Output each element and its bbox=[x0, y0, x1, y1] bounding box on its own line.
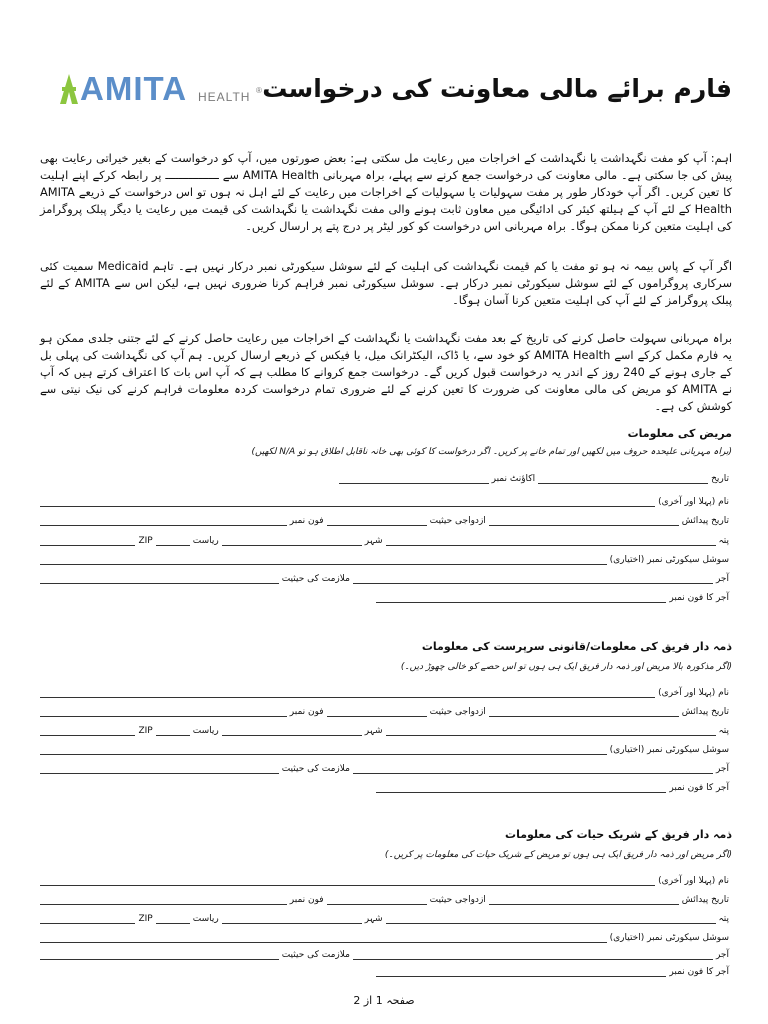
marital-status-label: ازدواجی حیثیت bbox=[429, 707, 486, 717]
row-ssn bbox=[40, 551, 732, 565]
row-name bbox=[40, 872, 732, 886]
marital-status-field[interactable] bbox=[327, 515, 427, 526]
city-label: شہر bbox=[364, 914, 383, 924]
employer-phone-field[interactable] bbox=[376, 782, 666, 793]
phone-label: فون نمبر bbox=[289, 707, 324, 717]
section-note-patient: (براہ مہربانی علیحدہ حروف میں لکھیں اور تمام خانے پر کریں۔ اگر درخواست کا کوئی بھی خانہ ناقابل اطلاق ہو تو N/A لکھیں) bbox=[251, 447, 732, 457]
state-label: ریاست bbox=[192, 914, 219, 924]
phone-label: فون نمبر bbox=[289, 516, 324, 526]
city-label: شہر bbox=[364, 726, 383, 736]
employment-status-field[interactable] bbox=[40, 573, 279, 584]
section-title-responsible-party: ذمہ دار فریق کی معلومات/قانونی سرپرست کی معلومات bbox=[421, 640, 732, 653]
ssn-field[interactable] bbox=[40, 744, 607, 755]
address-label: پتہ bbox=[718, 726, 729, 736]
row-dob-marital-phone bbox=[40, 512, 732, 526]
row-address bbox=[40, 910, 732, 924]
row-address bbox=[40, 722, 732, 736]
logo-subtext: HEALTH bbox=[198, 90, 251, 104]
row-date-account bbox=[40, 470, 732, 484]
employer-field[interactable] bbox=[353, 949, 713, 960]
row-employer-phone bbox=[40, 589, 732, 603]
ssn-label: سوشل سیکورٹی نمبر (اختیاری) bbox=[609, 555, 729, 565]
employment-status-label: ملازمت کی حیثیت bbox=[281, 764, 350, 774]
row-employer bbox=[40, 946, 732, 960]
city-label: شہر bbox=[364, 536, 383, 546]
logo-wordmark: AMITA bbox=[80, 70, 188, 107]
employer-field[interactable] bbox=[353, 763, 713, 774]
employer-phone-label: آجر کا فون نمبر bbox=[669, 783, 729, 793]
employer-label: آجر bbox=[715, 574, 729, 584]
row-ssn bbox=[40, 929, 732, 943]
dob-field[interactable] bbox=[489, 706, 679, 717]
section-note-spouse: (اگر مریض اور ذمہ دار فریق ایک ہی ہوں تو مریض کے شریک حیات کی معلومات پر کریں۔) bbox=[384, 850, 732, 860]
section-title-spouse: ذمہ دار فریق کے شریک حیات کی معلومات bbox=[505, 828, 732, 841]
employer-phone-label: آجر کا فون نمبر bbox=[669, 967, 729, 977]
dob-label: تاریخ پیدائش bbox=[681, 516, 729, 526]
state-field[interactable] bbox=[156, 913, 190, 924]
intro-paragraph-1: اہم: آپ کو مفت نگہداشت یا نگہداشت کے اخراجات میں رعایت مل سکتی ہے: بعض صورتوں میں، آپ کو درخواست کے بغیر خیراتی رعایت بھی پیش کی جا سکتی ہے۔ مالی معاونت کی درخواست جمع کرنے سے پہلے، براہ مہربانی AMITA Health سے ــــــــــــــــ پر رابطہ کرکے اپنے اہلیت کا تعین کریں۔ اگر آپ خودکار طور پر مفت سہولیات یا سہولیات کے اخراجات میں رعایت کے لئے اہل نہ ہوں تو اس درخواست کے ذریعے AMITA Health کے لئے آپ کے ہیلتھ کیئر کی ادائیگی میں معاون ثابت ہونے والی مفت نگہداشت یا نگہداشت کی قیمت میں رعایت یا دیگر پبلک پروگرامز کی اہلیت متعین کرنا ممکن ہوگا۔ براہ مہربانی اس درخواست کو کور لیٹر پر درج پتے پر ارسال کریں۔ bbox=[40, 151, 733, 233]
ssn-label: سوشل سیکورٹی نمبر (اختیاری) bbox=[609, 933, 729, 943]
marital-status-field[interactable] bbox=[327, 894, 427, 905]
city-field[interactable] bbox=[222, 725, 362, 736]
row-name bbox=[40, 684, 732, 698]
state-field[interactable] bbox=[156, 725, 190, 736]
name-field[interactable] bbox=[40, 687, 655, 698]
address-field[interactable] bbox=[386, 913, 716, 924]
row-employer-phone bbox=[40, 963, 732, 977]
address-label: پتہ bbox=[718, 914, 729, 924]
marital-status-label: ازدواجی حیثیت bbox=[429, 895, 486, 905]
page-number: صفحہ 1 از 2 bbox=[353, 994, 415, 1007]
employment-status-label: ملازمت کی حیثیت bbox=[281, 574, 350, 584]
row-employer-phone bbox=[40, 779, 732, 793]
logo-mark-icon bbox=[60, 74, 78, 104]
employer-phone-field[interactable] bbox=[376, 592, 666, 603]
employer-phone-field[interactable] bbox=[376, 966, 666, 977]
address-field[interactable] bbox=[386, 725, 716, 736]
intro-paragraph-2: اگر آپ کے پاس بیمہ نہ ہو تو مفت یا کم قیمت نگہداشت کی اہلیت کے لئے سوشل سیکورٹی نمبر درکار نہیں ہے۔ تاہم Medicaid سمیت کئی سرکاری پروگراموں کے لئے سوشل سیکورٹی نمبر درکار ہے۔ سوشل سیکورٹی نمبر فراہم کرنا ضروری نہیں ہے، لیکن اس سے AMITA کے لئے پبلک پروگرامز کے لئے آپ کی اہلیت متعین کرنا آسان ہوگا۔ bbox=[40, 259, 733, 307]
dob-label: تاریخ پیدائش bbox=[681, 895, 729, 905]
dob-field[interactable] bbox=[489, 894, 679, 905]
row-name bbox=[40, 493, 732, 507]
amita-health-logo bbox=[60, 70, 270, 110]
employer-field[interactable] bbox=[353, 573, 713, 584]
zip-field[interactable] bbox=[40, 913, 135, 924]
intro-paragraph-3: براہ مہربانی سہولت حاصل کرنے کی تاریخ کے بعد مفت نگہداشت یا نگہداشت کے اخراجات میں رعایت حاصل کرنے کے لئے جتنی جلدی ممکن ہو یہ فارم مکمل کرکے اسے AMITA Health کو خود سے، یا ڈاک، الیکٹرانک میل، یا فیکس کے ذریعے ارسال کریں۔ ہم آپ کی نگہداشت کی پہلی بل کے جاری ہونے کے 240 روز کے اندر یہ درخواست قبول کریں گے۔ درخواست جمع کروانے کا مطلب ہے کہ آپ اس بات کا اعتراف کرتے ہیں کہ آپ نے AMITA کو مریض کی مالی معاونت کی ضرورت کا تعین کرنے کے لئے ضروری تمام درخواست کردہ معلومات فراہم کرنے کی نیک نیتی سے کوشش کی ہے۔ bbox=[40, 331, 732, 413]
zip-field[interactable] bbox=[40, 725, 135, 736]
section-title-patient: مریض کی معلومات bbox=[627, 427, 732, 440]
city-field[interactable] bbox=[222, 535, 362, 546]
name-field[interactable] bbox=[40, 875, 655, 886]
registered-mark: ® bbox=[256, 86, 263, 95]
address-label: پتہ bbox=[718, 536, 729, 546]
name-label: نام (پہلا اور آخری) bbox=[658, 688, 729, 698]
account-number-field[interactable] bbox=[339, 473, 489, 484]
row-employer bbox=[40, 760, 732, 774]
phone-field[interactable] bbox=[40, 706, 287, 717]
dob-label: تاریخ پیدائش bbox=[681, 707, 729, 717]
name-label: نام (پہلا اور آخری) bbox=[658, 876, 729, 886]
employment-status-label: ملازمت کی حیثیت bbox=[281, 950, 350, 960]
account-number-label: اکاؤنٹ نمبر bbox=[491, 474, 536, 484]
row-dob-marital-phone bbox=[40, 891, 732, 905]
page-title: فارم برائے مالی معاونت کی درخواست bbox=[262, 74, 732, 103]
zip-label: ZIP bbox=[138, 914, 153, 924]
phone-field[interactable] bbox=[40, 515, 287, 526]
row-address bbox=[40, 532, 732, 546]
row-dob-marital-phone bbox=[40, 703, 732, 717]
dob-field[interactable] bbox=[489, 515, 679, 526]
state-label: ریاست bbox=[192, 536, 219, 546]
zip-label: ZIP bbox=[138, 536, 153, 546]
marital-status-field[interactable] bbox=[327, 706, 427, 717]
employer-phone-label: آجر کا فون نمبر bbox=[669, 593, 729, 603]
zip-label: ZIP bbox=[138, 726, 153, 736]
ssn-field[interactable] bbox=[40, 554, 607, 565]
zip-field[interactable] bbox=[40, 535, 135, 546]
ssn-field[interactable] bbox=[40, 932, 607, 943]
employer-label: آجر bbox=[715, 764, 729, 774]
marital-status-label: ازدواجی حیثیت bbox=[429, 516, 486, 526]
phone-label: فون نمبر bbox=[289, 895, 324, 905]
employment-status-field[interactable] bbox=[40, 949, 279, 960]
date-field[interactable] bbox=[538, 473, 708, 484]
section-note-responsible-party: (اگر مذکورہ بالا مریض اور ذمہ دار فریق ایک ہی ہوں تو اس حصے کو خالی چھوڑ دیں۔) bbox=[400, 662, 732, 672]
row-employer bbox=[40, 570, 732, 584]
name-field[interactable] bbox=[40, 496, 655, 507]
phone-field[interactable] bbox=[40, 894, 287, 905]
employer-label: آجر bbox=[715, 950, 729, 960]
state-field[interactable] bbox=[156, 535, 190, 546]
employment-status-field[interactable] bbox=[40, 763, 279, 774]
name-label: نام (پہلا اور آخری) bbox=[658, 497, 729, 507]
ssn-label: سوشل سیکورٹی نمبر (اختیاری) bbox=[609, 745, 729, 755]
city-field[interactable] bbox=[222, 913, 362, 924]
row-ssn bbox=[40, 741, 732, 755]
address-field[interactable] bbox=[386, 535, 716, 546]
state-label: ریاست bbox=[192, 726, 219, 736]
date-label: تاریخ bbox=[711, 474, 729, 484]
